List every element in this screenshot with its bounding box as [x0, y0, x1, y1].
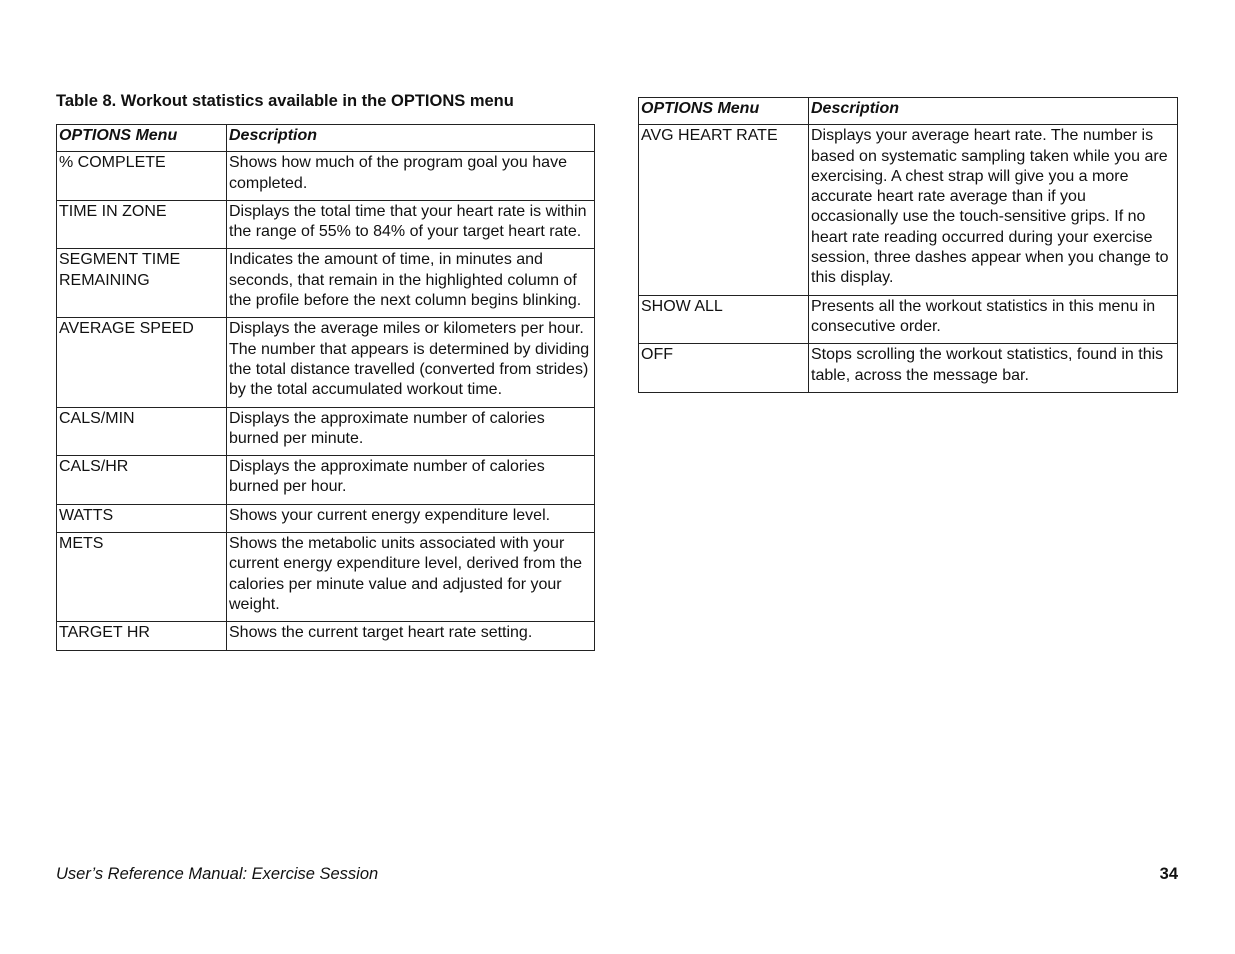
menu-cell: AVG HEART RATE [639, 125, 809, 295]
menu-cell: CALS/MIN [57, 407, 227, 456]
menu-cell: TIME IN ZONE [57, 200, 227, 249]
description-cell: Displays your average heart rate. The number is based on systematic sampling taken while you are exercising. A chest strap will give you a more accurate heart rate average than if you occasionally use the touch-sensitive grips. If no heart rate reading occurred during your exercise session, three dashes appear when you change to this display. [809, 125, 1178, 295]
menu-cell: TARGET HR [57, 622, 227, 650]
menu-cell: METS [57, 533, 227, 622]
table-header-row [57, 125, 595, 152]
description-cell: Shows how much of the program goal you have completed. [227, 152, 595, 201]
menu-cell: AVERAGE SPEED [57, 318, 227, 407]
page-number: 34 [1159, 865, 1178, 883]
table-row [639, 125, 1178, 295]
description-cell: Stops scrolling the workout statistics, found in this table, across the message bar. [809, 344, 1178, 393]
table-row [57, 407, 595, 456]
table-row [639, 295, 1178, 344]
table-row [57, 318, 595, 407]
menu-cell: CALS/HR [57, 456, 227, 505]
footer-title: User’s Reference Manual: Exercise Session [56, 865, 379, 883]
menu-cell: % COMPLETE [57, 152, 227, 201]
description-cell: Shows the metabolic units associated with your current energy expenditure level, derived from the calories per minute value and adjusted for your weight. [227, 533, 595, 622]
description-cell: Indicates the amount of time, in minutes and seconds, that remain in the highlighted column of the profile before the next column begins blinking. [227, 249, 595, 318]
header-description: Description [227, 125, 595, 152]
header-options-menu: OPTIONS Menu [57, 125, 227, 152]
table-row [57, 504, 595, 532]
description-cell: Presents all the workout statistics in this menu in consecutive order. [809, 295, 1178, 344]
table-caption: Table 8. Workout statistics available in the OPTIONS menu [56, 92, 514, 110]
table-row [57, 152, 595, 201]
menu-cell: OFF [639, 344, 809, 393]
description-cell: Displays the total time that your heart rate is within the range of 55% to 84% of your target heart rate. [227, 200, 595, 249]
header-options-menu: OPTIONS Menu [639, 98, 809, 125]
description-cell: Displays the average miles or kilometers per hour. The number that appears is determined by dividing the total distance travelled (converted from strides) by the total accumulated workout time. [227, 318, 595, 407]
description-cell: Shows your current energy expenditure level. [227, 504, 595, 532]
description-cell: Displays the approximate number of calories burned per hour. [227, 456, 595, 505]
options-table-left [56, 124, 595, 651]
table-row [57, 200, 595, 249]
table-row [57, 533, 595, 622]
menu-cell: WATTS [57, 504, 227, 532]
description-cell: Shows the current target heart rate setting. [227, 622, 595, 650]
table-header-row [639, 98, 1178, 125]
table-row [57, 622, 595, 650]
description-cell: Displays the approximate number of calories burned per minute. [227, 407, 595, 456]
table-row [639, 344, 1178, 393]
table-row [57, 249, 595, 318]
menu-cell: SEGMENT TIME REMAINING [57, 249, 227, 318]
table-row [57, 456, 595, 505]
options-table-right [638, 97, 1178, 393]
menu-cell: SHOW ALL [639, 295, 809, 344]
header-description: Description [809, 98, 1178, 125]
